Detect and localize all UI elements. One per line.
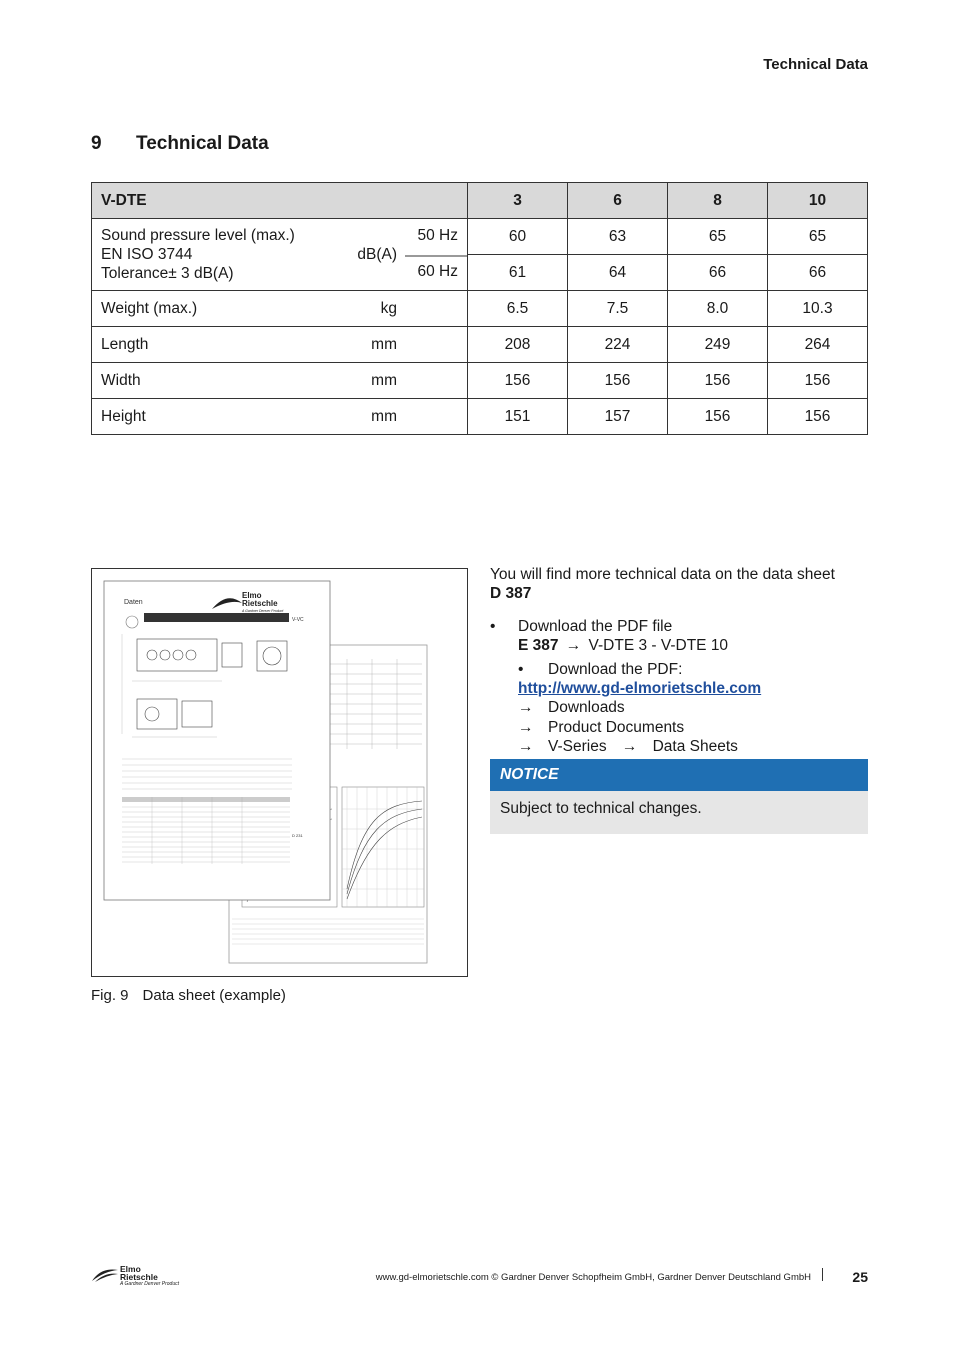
col-header: 6 <box>568 183 668 219</box>
page-number: 25 <box>852 1269 868 1285</box>
footer-logo-1: Elmo <box>120 1264 141 1274</box>
path-product-documents: Product Documents <box>548 719 685 736</box>
figure-caption <box>91 987 300 1004</box>
table-cell: 66 <box>668 255 768 291</box>
table-cell: 264 <box>768 327 868 363</box>
arrow-icon: → <box>518 719 534 736</box>
row-label: Length <box>101 335 149 353</box>
table-cell: 64 <box>568 255 668 291</box>
sheet-model: V-VC <box>292 617 304 623</box>
bullet-dot: • <box>518 661 524 678</box>
notice-header <box>490 759 868 791</box>
footer-divider <box>822 1268 823 1281</box>
table-cell: 156 <box>668 363 768 399</box>
path-step-3 <box>518 737 738 756</box>
table-cell: 156 <box>568 363 668 399</box>
table-cell: 10.3 <box>768 291 868 327</box>
path-v-series: V-Series <box>548 738 607 755</box>
path-data-sheets: Data Sheets <box>652 738 738 755</box>
footer-logo-sub: A Gardner Denver Product <box>120 1281 180 1287</box>
section-number: 9 <box>91 133 102 154</box>
section-title: Technical Data <box>136 133 269 154</box>
table-cell: 157 <box>568 399 668 435</box>
info-sheet-ref: D 387 <box>490 585 532 602</box>
table-row <box>92 363 868 399</box>
table-cell: 60 <box>468 219 568 255</box>
bullet1-line2 <box>518 636 728 655</box>
bullet1-range: V-DTE 3 - V-DTE 10 <box>588 637 729 654</box>
table-cell: 156 <box>768 399 868 435</box>
hz-60-label: 60 Hz <box>417 263 458 280</box>
technical-data-table <box>91 182 868 435</box>
table-cell: 224 <box>568 327 668 363</box>
footer-company: © Gardner Denver Schopfheim GmbH, Gardner Denver Deutschland GmbH <box>488 1272 811 1283</box>
sheet-brand-1: Elmo <box>242 591 262 600</box>
running-header: Technical Data <box>763 56 868 73</box>
arrow-icon: → <box>621 738 638 755</box>
row-unit: mm <box>371 336 397 353</box>
row-label: Height <box>101 407 146 425</box>
table-cell: 65 <box>768 219 868 255</box>
sheet-doc-number: D 231 <box>292 833 303 838</box>
row-label-cell <box>92 399 468 435</box>
sound-label-line1: Sound pressure level (max.) <box>101 227 295 244</box>
hz-divider <box>405 255 467 257</box>
table-cell: 61 <box>468 255 568 291</box>
table-row <box>92 399 868 435</box>
row-label: Weight (max.) <box>101 299 198 317</box>
sound-label-line3: Tolerance± 3 dB(A) <box>101 265 234 282</box>
table-row <box>92 327 868 363</box>
footer-logo-2: Rietschle <box>120 1272 158 1282</box>
bullet2-line1: Download the PDF: <box>548 661 683 678</box>
website-link[interactable]: http://www.gd-elmorietschle.com <box>518 680 762 697</box>
row-label-cell <box>92 291 468 327</box>
brand-swoosh-icon <box>91 1267 119 1283</box>
bullet1-line1: Download the PDF file <box>518 618 673 635</box>
sound-unit: dB(A) <box>357 246 397 263</box>
path-downloads: Downloads <box>548 699 625 716</box>
footer-url: www.gd-elmorietschle.com <box>375 1272 489 1283</box>
arrow-icon: → <box>518 738 534 755</box>
table-cell: 8.0 <box>668 291 768 327</box>
notice-title: NOTICE <box>500 766 559 783</box>
row-label-cell <box>92 327 468 363</box>
sound-label-line2: EN ISO 3744 <box>101 246 193 263</box>
table-cell: 208 <box>468 327 568 363</box>
table-cell: 63 <box>568 219 668 255</box>
sheet-brand-2: Rietschle <box>242 599 278 608</box>
arrow-icon: → <box>565 637 582 654</box>
table-cell: 249 <box>668 327 768 363</box>
model-label: V-DTE <box>92 183 468 219</box>
arrow-icon: → <box>518 699 534 716</box>
row-unit: kg <box>380 300 397 317</box>
notice-text: Subject to technical changes. <box>500 800 702 817</box>
footer-copyright <box>376 1272 811 1283</box>
notice-body <box>490 791 868 834</box>
table-cell: 156 <box>668 399 768 435</box>
figure-number: Fig. 9 <box>91 987 129 1004</box>
hz-50-label: 50 Hz <box>417 227 458 244</box>
table-cell: 66 <box>768 255 868 291</box>
col-header: 8 <box>668 183 768 219</box>
table-cell: 156 <box>468 363 568 399</box>
sound-label-cell <box>92 219 468 291</box>
table-cell: 6.5 <box>468 291 568 327</box>
table-row <box>92 219 868 255</box>
table-row <box>92 291 868 327</box>
table-cell: 65 <box>668 219 768 255</box>
row-unit: mm <box>371 408 397 425</box>
bullet-dot: • <box>490 618 496 635</box>
table-cell: 151 <box>468 399 568 435</box>
row-label: Width <box>101 371 141 389</box>
table-header-row <box>92 183 868 219</box>
bullet1-code: E 387 <box>518 637 559 654</box>
col-header: 3 <box>468 183 568 219</box>
info-intro: You will find more technical data on the data sheet <box>490 566 835 583</box>
sheet-title: Daten <box>124 599 143 606</box>
table-cell: 7.5 <box>568 291 668 327</box>
table-cell: 156 <box>768 363 868 399</box>
figure-caption-text: Data sheet (example) <box>142 987 286 1004</box>
data-sheet-figure <box>91 568 468 977</box>
url-line <box>518 679 761 698</box>
data-sheet-illustration <box>92 569 467 976</box>
row-label-cell <box>92 363 468 399</box>
path-step-2 <box>518 718 684 737</box>
sheet-brand-sub: A Gardner Denver Product <box>242 609 284 613</box>
path-step-1 <box>518 698 625 717</box>
col-header: 10 <box>768 183 868 219</box>
row-unit: mm <box>371 372 397 389</box>
